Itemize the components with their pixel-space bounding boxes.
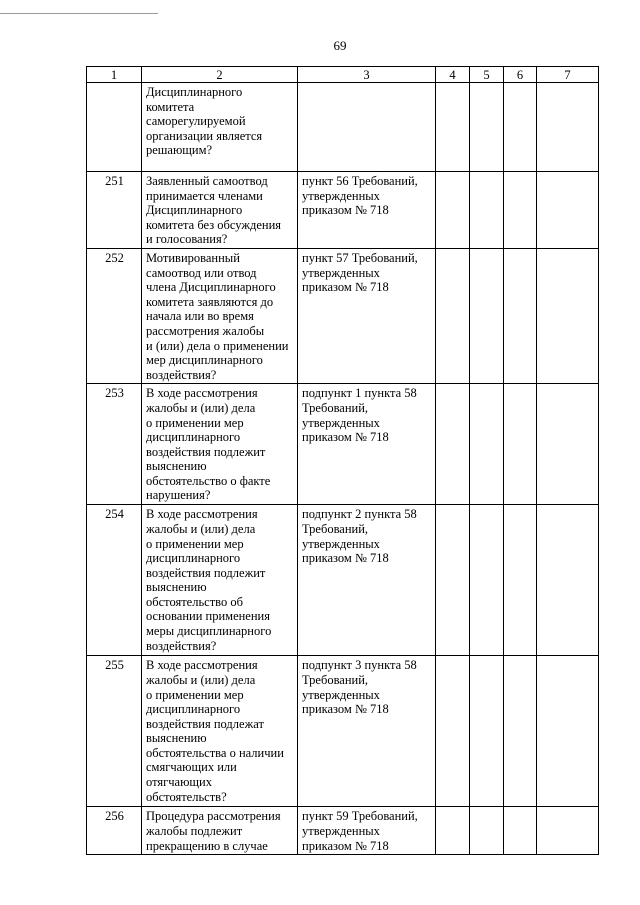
question-line: о применении мер bbox=[146, 536, 244, 551]
answer-cell-col-7 bbox=[537, 656, 599, 807]
question-cell bbox=[142, 248, 298, 383]
answer-cell-col-5 bbox=[470, 505, 504, 656]
reference-line: утвержденных bbox=[302, 536, 380, 551]
question-line: В ходе рассмотрения bbox=[146, 386, 258, 401]
question-line: смягчающих или bbox=[146, 760, 237, 775]
question-line: Заявленный самоотвод bbox=[146, 174, 268, 188]
question-line: обстоятельства о наличии bbox=[146, 745, 284, 760]
answer-cell-col-6 bbox=[504, 656, 537, 807]
answer-cell-col-7 bbox=[537, 384, 599, 505]
question-line: прекращению в случае bbox=[146, 838, 268, 853]
question-line: обстоятельство об bbox=[146, 594, 243, 609]
reference-line: утвержденных bbox=[302, 823, 380, 838]
question-line: и голосования? bbox=[146, 232, 228, 247]
answer-cell-col-6 bbox=[504, 172, 537, 249]
question-line: жалобы и (или) дела bbox=[146, 400, 256, 415]
answer-cell-col-5 bbox=[470, 172, 504, 249]
row-number: 254 bbox=[87, 505, 142, 656]
row-number: 255 bbox=[87, 656, 142, 807]
question-line: выяснению bbox=[146, 731, 207, 746]
question-line: и (или) дела о применении bbox=[146, 338, 289, 353]
reference-cell bbox=[298, 248, 436, 383]
reference-cell bbox=[298, 807, 436, 855]
answer-cell-col-5 bbox=[470, 807, 504, 855]
question-line: дисциплинарного bbox=[146, 430, 241, 445]
question-line: дисциплинарного bbox=[146, 551, 241, 566]
reference-line: Требований, bbox=[302, 672, 369, 687]
question-line: саморегулируемой bbox=[146, 114, 246, 129]
row-number: 251 bbox=[87, 172, 142, 249]
question-cell bbox=[142, 656, 298, 807]
answer-cell-col-7 bbox=[537, 248, 599, 383]
answer-cell-col-5 bbox=[470, 384, 504, 505]
question-line: Дисциплинарного bbox=[146, 203, 243, 218]
answer-cell-col-4 bbox=[436, 505, 470, 656]
question-line: обстоятельств? bbox=[146, 789, 227, 804]
col-header-1: 1 bbox=[87, 67, 142, 83]
col-header-7: 7 bbox=[537, 67, 599, 83]
page-number: 69 bbox=[333, 38, 347, 53]
question-line: воздействия подлежит bbox=[146, 444, 266, 459]
reference-cell bbox=[298, 505, 436, 656]
question-cell bbox=[142, 505, 298, 656]
question-line: комитета без обсуждения bbox=[146, 217, 282, 232]
reference-line: утвержденных bbox=[302, 265, 380, 280]
reference-line: Требований, bbox=[302, 521, 369, 536]
row-number bbox=[87, 83, 142, 172]
row-number: 252 bbox=[87, 248, 142, 383]
question-line: Мотивированный bbox=[146, 250, 240, 265]
answer-cell-col-6 bbox=[504, 807, 537, 855]
answer-cell-col-4 bbox=[436, 384, 470, 505]
row-number: 256 bbox=[87, 807, 142, 855]
col-header-4: 4 bbox=[436, 67, 470, 83]
question-cell bbox=[142, 807, 298, 855]
question-line: члена Дисциплинарного bbox=[146, 280, 276, 295]
question-line: воздействия? bbox=[146, 638, 217, 653]
answer-cell-col-4 bbox=[436, 83, 470, 172]
col-header-2: 2 bbox=[142, 67, 298, 83]
reference-line: приказом № 718 bbox=[302, 203, 389, 218]
answer-cell-col-6 bbox=[504, 384, 537, 505]
table-row bbox=[87, 384, 599, 505]
question-line: воздействия? bbox=[146, 367, 217, 382]
question-line: жалобы подлежит bbox=[146, 823, 243, 838]
question-line: мер дисциплинарного bbox=[146, 353, 263, 368]
question-line: самоотвод или отвод bbox=[146, 265, 257, 280]
question-line: начала или во время bbox=[146, 309, 254, 324]
checklist-table bbox=[86, 66, 599, 855]
reference-line: приказом № 718 bbox=[302, 838, 389, 853]
answer-cell-col-4 bbox=[436, 172, 470, 249]
question-cell bbox=[142, 384, 298, 505]
question-line: рассмотрения жалобы bbox=[146, 323, 265, 338]
reference-line: подпункт 2 пункта 58 bbox=[302, 507, 417, 522]
question-line: жалобы и (или) дела bbox=[146, 521, 256, 536]
question-line: меры дисциплинарного bbox=[146, 624, 272, 639]
reference-line: подпункт 1 пункта 58 bbox=[302, 386, 417, 401]
question-line: воздействия подлежат bbox=[146, 716, 264, 731]
answer-cell-col-5 bbox=[470, 248, 504, 383]
col-header-3: 3 bbox=[298, 67, 436, 83]
question-line: о применении мер bbox=[146, 687, 244, 702]
answer-cell-col-7 bbox=[537, 172, 599, 249]
answer-cell-col-4 bbox=[436, 248, 470, 383]
reference-line: утвержденных bbox=[302, 687, 380, 702]
question-cell bbox=[142, 172, 298, 249]
question-line: выяснению bbox=[146, 580, 207, 595]
question-line: дисциплинарного bbox=[146, 702, 241, 717]
table-row bbox=[87, 172, 599, 249]
question-line: основании применения bbox=[146, 609, 270, 624]
answer-cell-col-5 bbox=[470, 83, 504, 172]
question-line: обстоятельство о факте bbox=[146, 473, 271, 488]
question-line: о применении мер bbox=[146, 415, 244, 430]
question-line: воздействия подлежит bbox=[146, 565, 266, 580]
question-line: выяснению bbox=[146, 459, 207, 474]
answer-cell-col-7 bbox=[537, 505, 599, 656]
reference-line: подпункт 3 пункта 58 bbox=[302, 658, 417, 673]
col-header-6: 6 bbox=[504, 67, 537, 83]
question-line: отягчающих bbox=[146, 775, 212, 790]
reference-line: утвержденных bbox=[302, 415, 380, 430]
reference-cell bbox=[298, 384, 436, 505]
reference-line: пункт 57 Требований, bbox=[302, 250, 418, 265]
question-line: комитета заявляются до bbox=[146, 294, 274, 309]
col-header-5: 5 bbox=[470, 67, 504, 83]
answer-cell-col-6 bbox=[504, 248, 537, 383]
table-row bbox=[87, 505, 599, 656]
table-row bbox=[87, 248, 599, 383]
reference-line: Требований, bbox=[302, 400, 369, 415]
answer-cell-col-7 bbox=[537, 83, 599, 172]
reference-cell bbox=[298, 656, 436, 807]
question-line: Дисциплинарного bbox=[146, 85, 243, 99]
question-line: В ходе рассмотрения bbox=[146, 507, 258, 522]
answer-cell-col-4 bbox=[436, 656, 470, 807]
table-row bbox=[87, 656, 599, 807]
table-row bbox=[87, 807, 599, 855]
question-line: нарушения? bbox=[146, 488, 211, 503]
reference-line: приказом № 718 bbox=[302, 430, 389, 445]
table-row bbox=[87, 83, 599, 172]
question-line: принимается членами bbox=[146, 188, 263, 203]
question-line: решающим? bbox=[146, 143, 213, 158]
question-line: В ходе рассмотрения bbox=[146, 658, 258, 673]
reference-cell bbox=[298, 83, 436, 172]
question-line: Процедура рассмотрения bbox=[146, 809, 281, 824]
reference-line: пункт 59 Требований, bbox=[302, 809, 418, 824]
reference-line: приказом № 718 bbox=[302, 702, 389, 717]
answer-cell-col-6 bbox=[504, 505, 537, 656]
answer-cell-col-7 bbox=[537, 807, 599, 855]
answer-cell-col-6 bbox=[504, 83, 537, 172]
reference-line: пункт 56 Требований, bbox=[302, 174, 418, 188]
answer-cell-col-4 bbox=[436, 807, 470, 855]
question-line: жалобы и (или) дела bbox=[146, 672, 256, 687]
reference-line: приказом № 718 bbox=[302, 280, 389, 295]
question-line: комитета bbox=[146, 99, 195, 114]
question-cell bbox=[142, 83, 298, 172]
reference-line: приказом № 718 bbox=[302, 551, 389, 566]
row-number: 253 bbox=[87, 384, 142, 505]
reference-cell bbox=[298, 172, 436, 249]
question-line: организации является bbox=[146, 128, 263, 143]
header-row bbox=[87, 67, 599, 83]
answer-cell-col-5 bbox=[470, 656, 504, 807]
top-edge-rule bbox=[0, 13, 158, 14]
reference-line: утвержденных bbox=[302, 188, 380, 203]
